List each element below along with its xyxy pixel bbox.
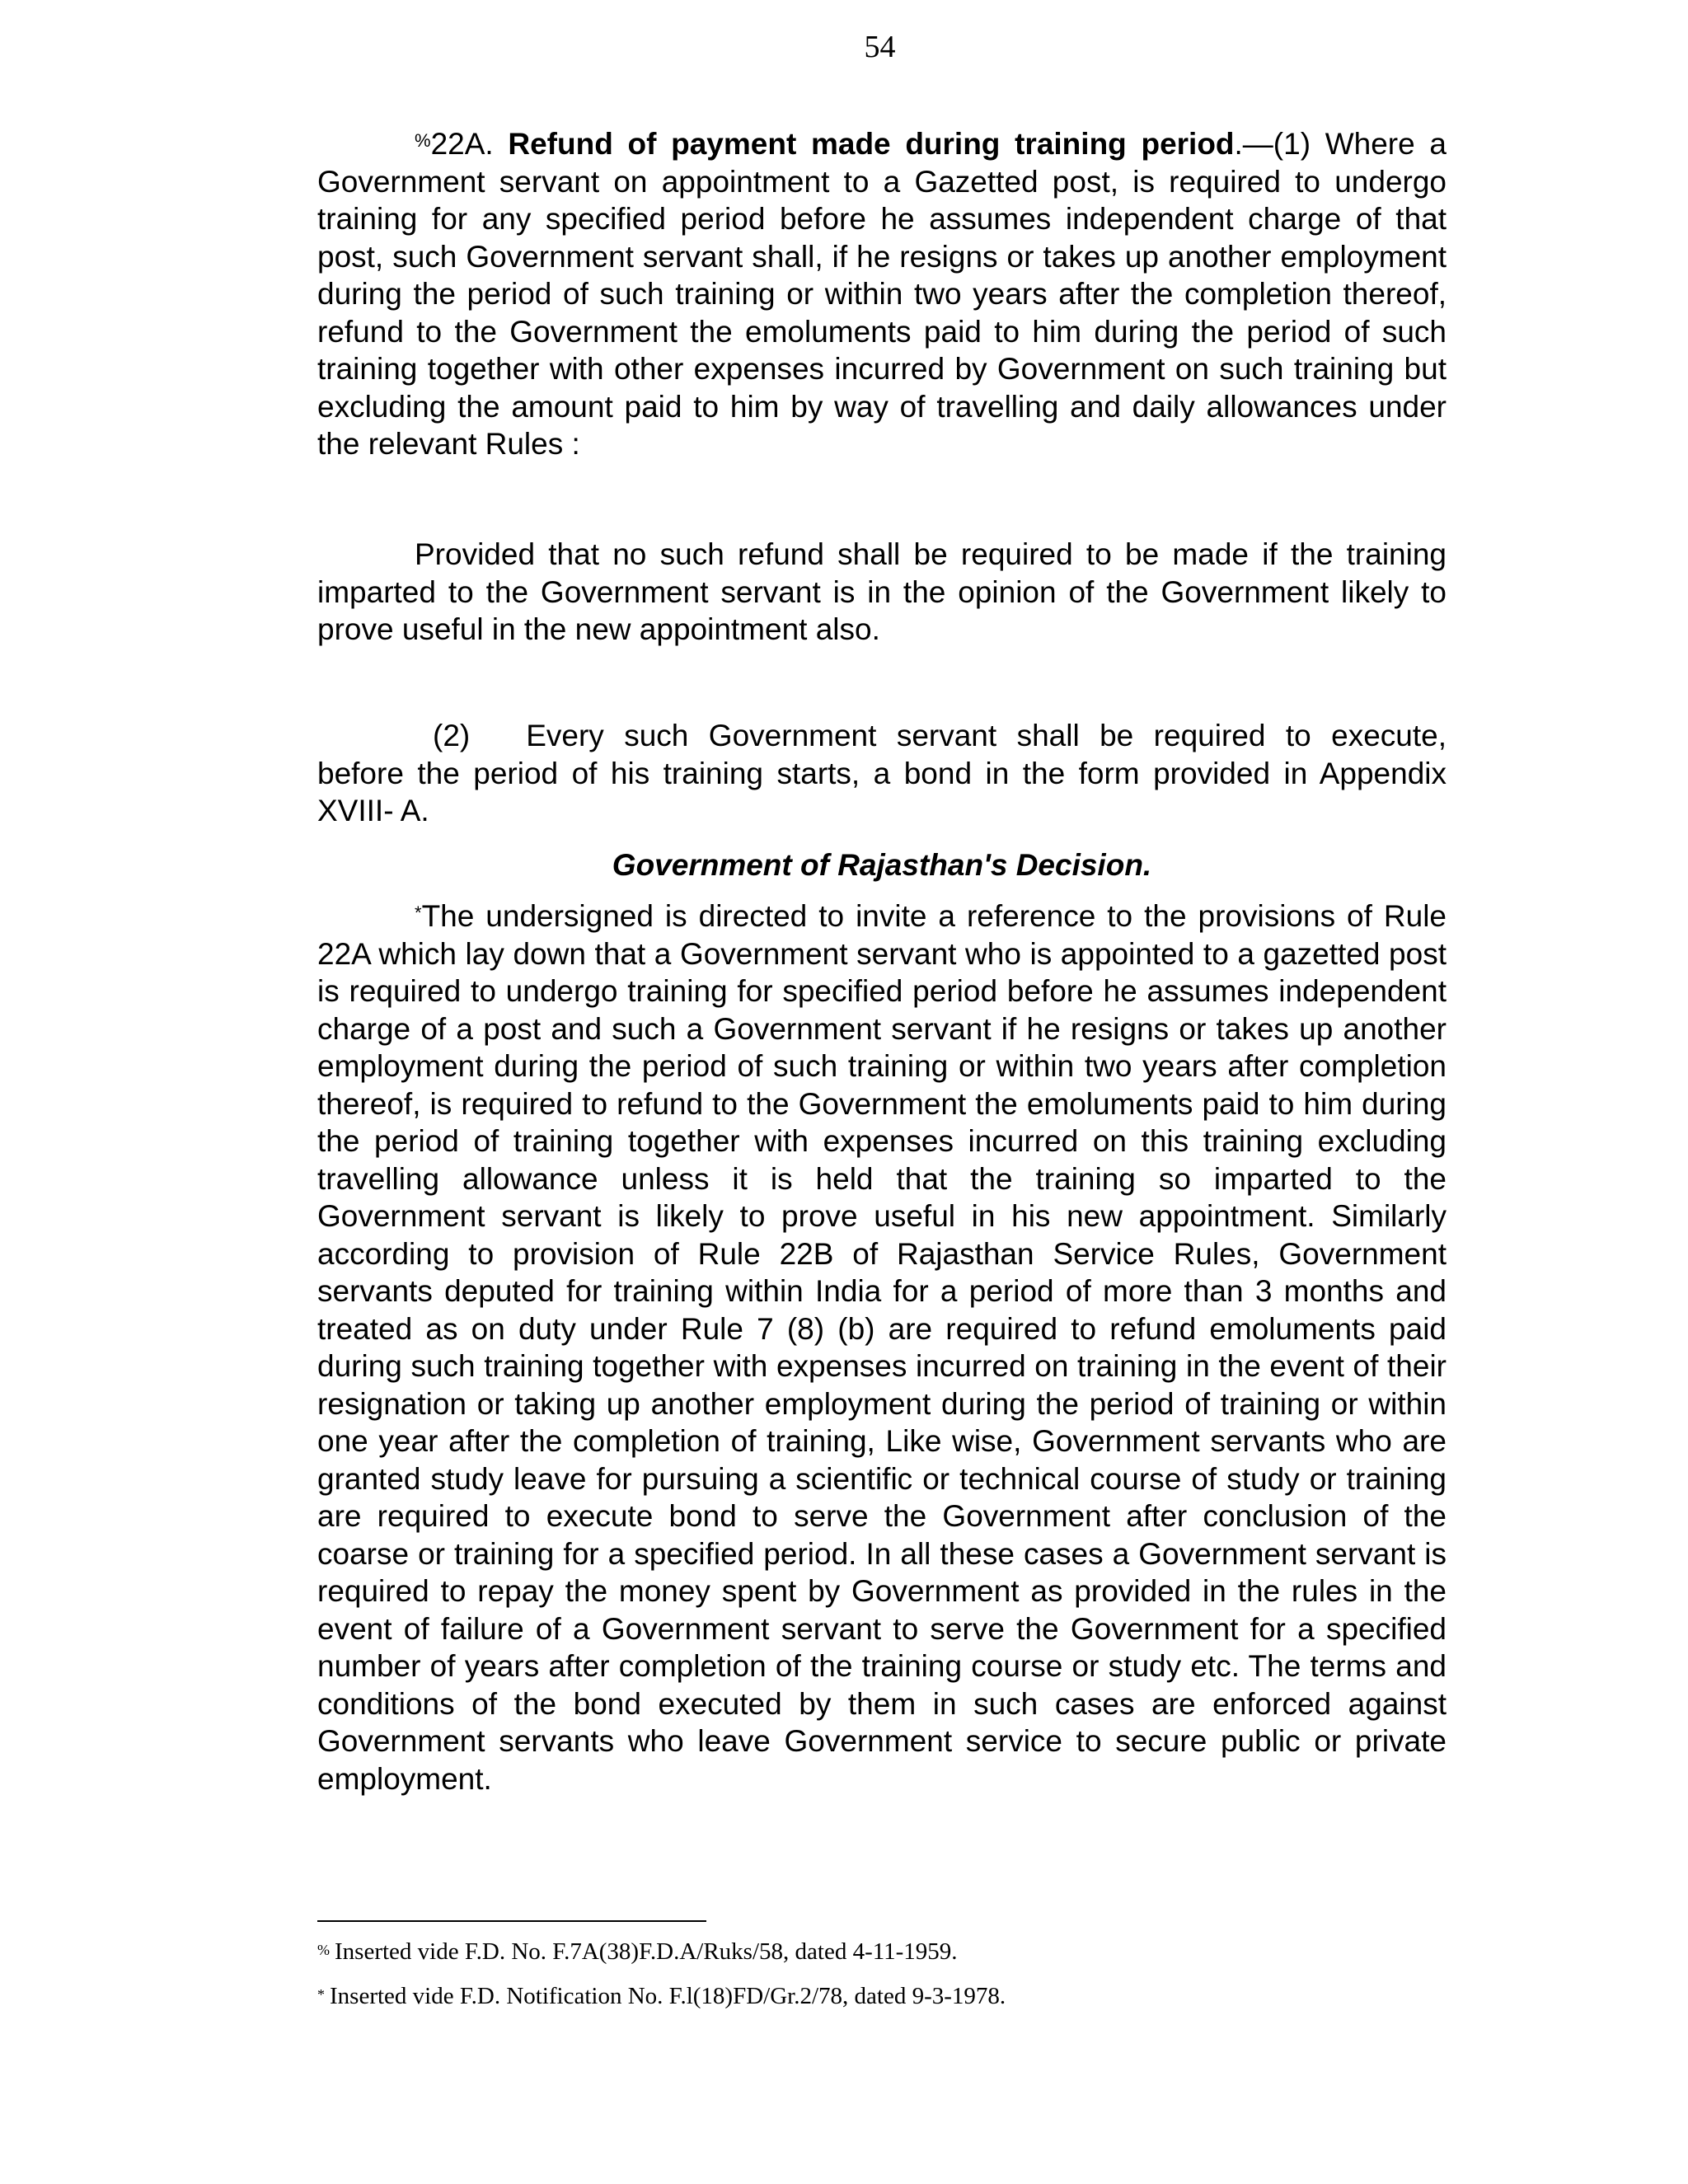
page-number: 54: [864, 30, 896, 64]
footnote-2: [317, 1981, 1471, 2011]
decision-text: The undersigned is directed to invite a reference to the provisions of Rule 22A which lay down that a Government servant who is appointed to a gazetted post is required to undergo training for specified period before he assumes independent charge of a post and such a Government servant if he resigns or takes up another employment during the period of such training or within two years after completion thereof, is required to refund to the Government the emoluments paid to him during the period of training together with expenses incurred on this training excluding travelling allowance unless it is held that the training so imparted to the Government servant is likely to prove useful in his new appointment. Similarly according to provision of Rule 22B of Rajasthan Service Rules, Government servants deputed for training within India for a period of more than 3 months and treated as on duty under Rule 7 (8) (b) are required to refund emoluments paid during such training together with expenses incurred on training in the event of their resignation or taking up another employment during the period of training or within one year after the completion of training, Like wise, Government servants who are granted study leave for pursuing a scientific or technical course of study or training are required to execute bond to serve the Government after conclusion of the coarse or training for a specified period. In all these cases a Government servant is required to repay the money spent by Government as provided in the rules in the event of failure of a Government servant to serve the Government for a specified number of years after completion of the training course or study etc. The terms and conditions of the bond executed by them in such cases are enforced against Government servants who leave Government service to secure public or private employment.: [317, 899, 1447, 1796]
footnote-1: [317, 1937, 1471, 1966]
footnote-2-marker: *: [317, 1986, 325, 2003]
decision-heading: Government of Rajasthan's Decision.: [612, 848, 1152, 882]
footnote-1-text: Inserted vide F.D. No. F.7A(38)F.D.A/Ruks/58, dated 4-11-1959.: [335, 1938, 958, 1965]
amendment-marker: %: [415, 130, 431, 151]
sub-rule-2-paragraph: [317, 717, 1447, 830]
rule-number: 22A.: [430, 127, 509, 161]
footnote-2-text: Inserted vide F.D. Notification No. F.l(18)FD/Gr.2/78, dated 9-3-1978.: [330, 1983, 1006, 2009]
rule-22a-paragraph: [317, 125, 1447, 463]
sub-rule-text: Every such Government servant shall be required to execute, before the period of his training starts, a bond in the form provided in Appendix XVIII- A.: [317, 719, 1447, 827]
proviso-paragraph: Provided that no such refund shall be required to be made if the training imparted to the Government servant is in the opinion of the Government likely to prove useful in the new appointment also.: [317, 537, 1447, 646]
footnote-divider: [317, 1920, 706, 1922]
decision-marker: *: [415, 902, 422, 923]
rule-title: Refund of payment made during training period: [508, 127, 1235, 161]
footnote-1-marker: %: [317, 1942, 330, 1958]
decision-paragraph: [317, 898, 1447, 1797]
sub-rule-number: (2): [433, 719, 471, 752]
rule-text: .—(1) Where a Government servant on appointment to a Gazetted post, is required to undergo training for any specified period before he assumes independent charge of that post, such Government servant shall, if he resigns or takes up another employment during the period of such training or within two years after the completion thereof, refund to the Government the emoluments paid to him during the period of such training together with other expenses incurred by Government on such training but excluding the amount paid to him by way of travelling and daily allowances under the relevant Rules :: [317, 127, 1447, 461]
